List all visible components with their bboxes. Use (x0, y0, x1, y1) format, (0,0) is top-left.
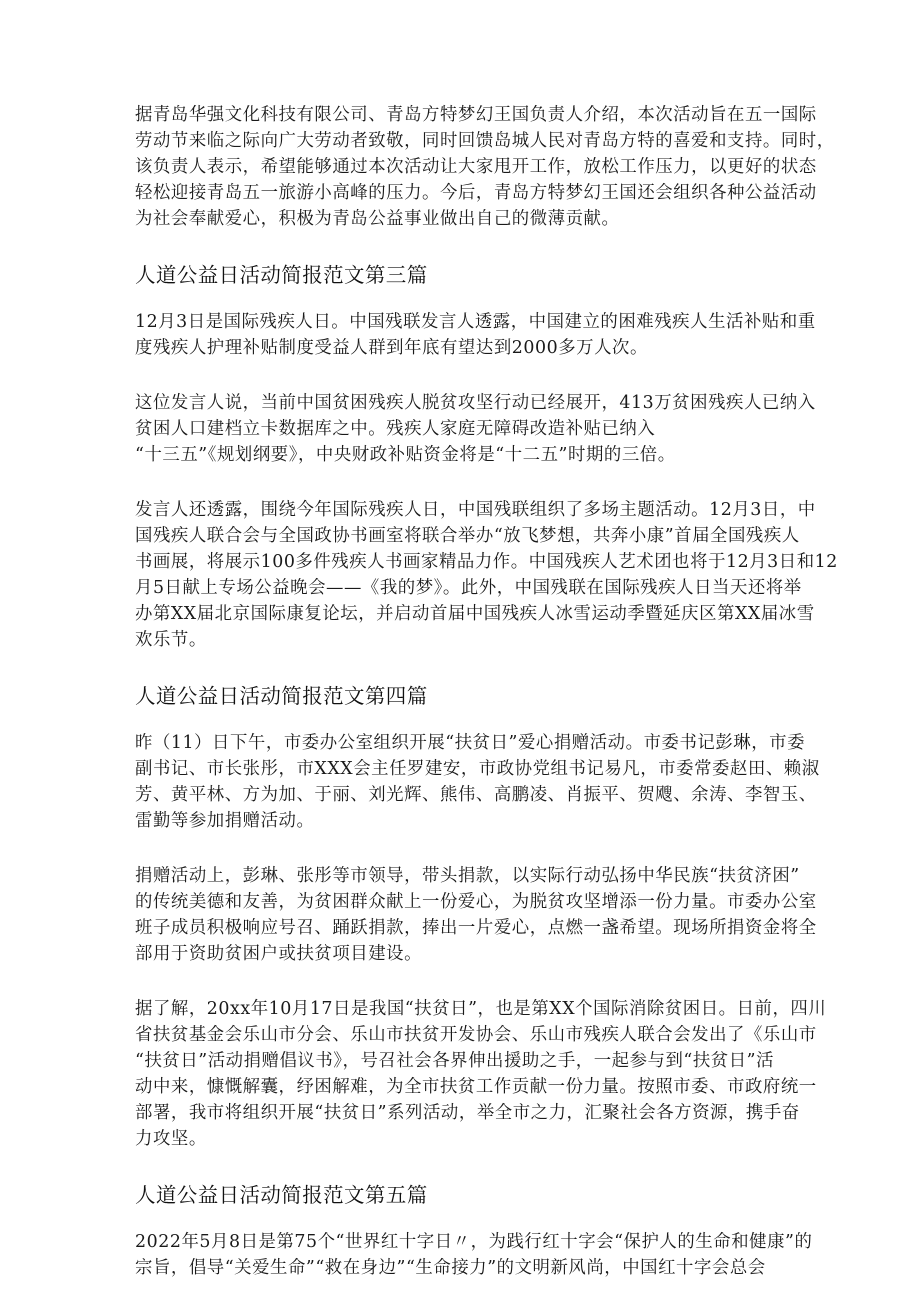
text-line: 该负责人表示，希望能够通过本次活动让大家甩开工作，放松工作压力，以更好的状态 (135, 157, 817, 177)
section-heading-5: 人道公益日活动简报范文第五篇 (135, 1183, 428, 1207)
text-line: 宗旨，倡导“关爱生命”“救在身边”“生命接力”的文明新风尚，中国红十字会总会 (135, 1258, 766, 1278)
text-line: 办第XX届北京国际康复论坛，并启动首届中国残疾人冰雪运动季暨延庆区第XX届冰雪 (135, 604, 815, 624)
text-line: 月5日献上专场公益晚会——《我的梦》。此外，中国残联在国际残疾人日当天还将举 (135, 578, 802, 598)
text-line: 省扶贫基金会乐山市分会、乐山市扶贫开发协会、乐山市残疾人联合会发出了《乐山市 (135, 1025, 817, 1045)
section3-paragraph-3 (135, 497, 838, 653)
text-line: 书画展，将展示100多件残疾人书画家精品力作。中国残疾人艺术团也将于12月3日和12 (135, 552, 838, 572)
text-line: 的传统美德和友善，为贫困群众献上一份爱心，为脱贫攻坚增添一份力量。市委办公室 (135, 892, 817, 912)
section4-paragraph-3 (135, 996, 827, 1152)
section3-paragraph-1 (135, 309, 816, 361)
section4-paragraph-2 (135, 863, 817, 967)
text-line: 昨（11）日下午，市委办公室组织开展“扶贫日”爱心捐赠活动。市委书记彭琳，市委 (135, 733, 806, 753)
text-line: 据青岛华强文化科技有限公司、青岛方特梦幻王国负责人介绍，本次活动旨在五一国际 (135, 105, 817, 125)
text-line: 劳动节来临之际向广大劳动者致敬，同时回馈岛城人民对青岛方特的喜爱和支持。同时， (135, 131, 835, 151)
text-line: 部用于资助贫困户或扶贫项目建设。 (135, 944, 423, 964)
intro-paragraph (135, 102, 835, 232)
text-line: 发言人还透露，围绕今年国际残疾人日，中国残联组织了多场主题活动。12月3日，中 (135, 500, 816, 520)
section3-paragraph-2 (135, 390, 816, 468)
text-line: 这位发言人说，当前中国贫困残疾人脱贫攻坚行动已经展开，413万贫困残疾人已纳入 (135, 393, 816, 413)
text-line: 副书记、市长张彤，市XXX会主任罗建安，市政协党组书记易凡，市委常委赵田、赖淑 (135, 759, 820, 779)
text-line: 芳、黄平林、方为加、于丽、刘光辉、熊伟、高鹏凌、肖振平、贺飕、余涛、李智玉、 (135, 785, 817, 805)
section-heading-3: 人道公益日活动简报范文第三篇 (135, 263, 428, 287)
text-line: 轻松迎接青岛五一旅游小高峰的压力。今后，青岛方特梦幻王国还会组织各种公益活动 (135, 183, 817, 203)
text-line: “十三五”《规划纲要》，中央财政补贴资金将是“十二五”时期的三倍。 (135, 445, 676, 465)
section4-paragraph-1 (135, 730, 820, 834)
text-line: 动中来，慷慨解囊，纾困解难，为全市扶贫工作贡献一份力量。按照市委、市政府统一 (135, 1077, 817, 1097)
text-line: 欢乐节。 (135, 630, 207, 650)
text-line: 据了解，20xx年10月17日是我国“扶贫日”，也是第XX个国际消除贫困日。日前，四川 (135, 999, 827, 1019)
text-line: 12月3日是国际残疾人日。中国残联发言人透露，中国建立的困难残疾人生活补贴和重 (135, 312, 816, 332)
text-line: 2022年5月8日是第75个“世界红十字日〃，为践行红十字会“保护人的生命和健康”的 (135, 1232, 813, 1252)
section5-paragraph-1 (135, 1229, 813, 1281)
text-line: 雷勤等参加捐赠活动。 (135, 811, 315, 831)
document-page (135, 102, 838, 1281)
text-line: 为社会奉献爱心，积极为青岛公益事业做出自己的微薄贡献。 (135, 209, 620, 229)
text-line: 部署，我市将组织开展“扶贫日”系列活动，举全市之力，汇聚社会各方资源，携手奋 (135, 1103, 800, 1123)
text-line: 国残疾人联合会与全国政协书画室将联合举办“放飞梦想，共奔小康”首届全国残疾人 (135, 526, 800, 546)
text-line: 力攻坚。 (135, 1129, 207, 1149)
section-heading-4: 人道公益日活动简报范文第四篇 (135, 684, 428, 708)
text-line: 度残疾人护理补贴制度受益人群到年底有望达到2000多万人次。 (135, 338, 648, 358)
text-line: 班子成员积极响应号召、踊跃捐款，捧出一片爱心，点燃一盏希望。现场所捐资金将全 (135, 918, 817, 938)
text-line: 贫困人口建档立卡数据库之中。残疾人家庭无障碍改造补贴已纳入 (135, 419, 656, 439)
text-line: 捐赠活动上，彭琳、张彤等市领导，带头捐款，以实际行动弘扬中华民族“扶贫济困” (135, 866, 800, 886)
text-line: “扶贫日”活动捐赠倡议书》，号召社会各界伸出援助之手，一起参与到“扶贫日”活 (135, 1051, 775, 1071)
